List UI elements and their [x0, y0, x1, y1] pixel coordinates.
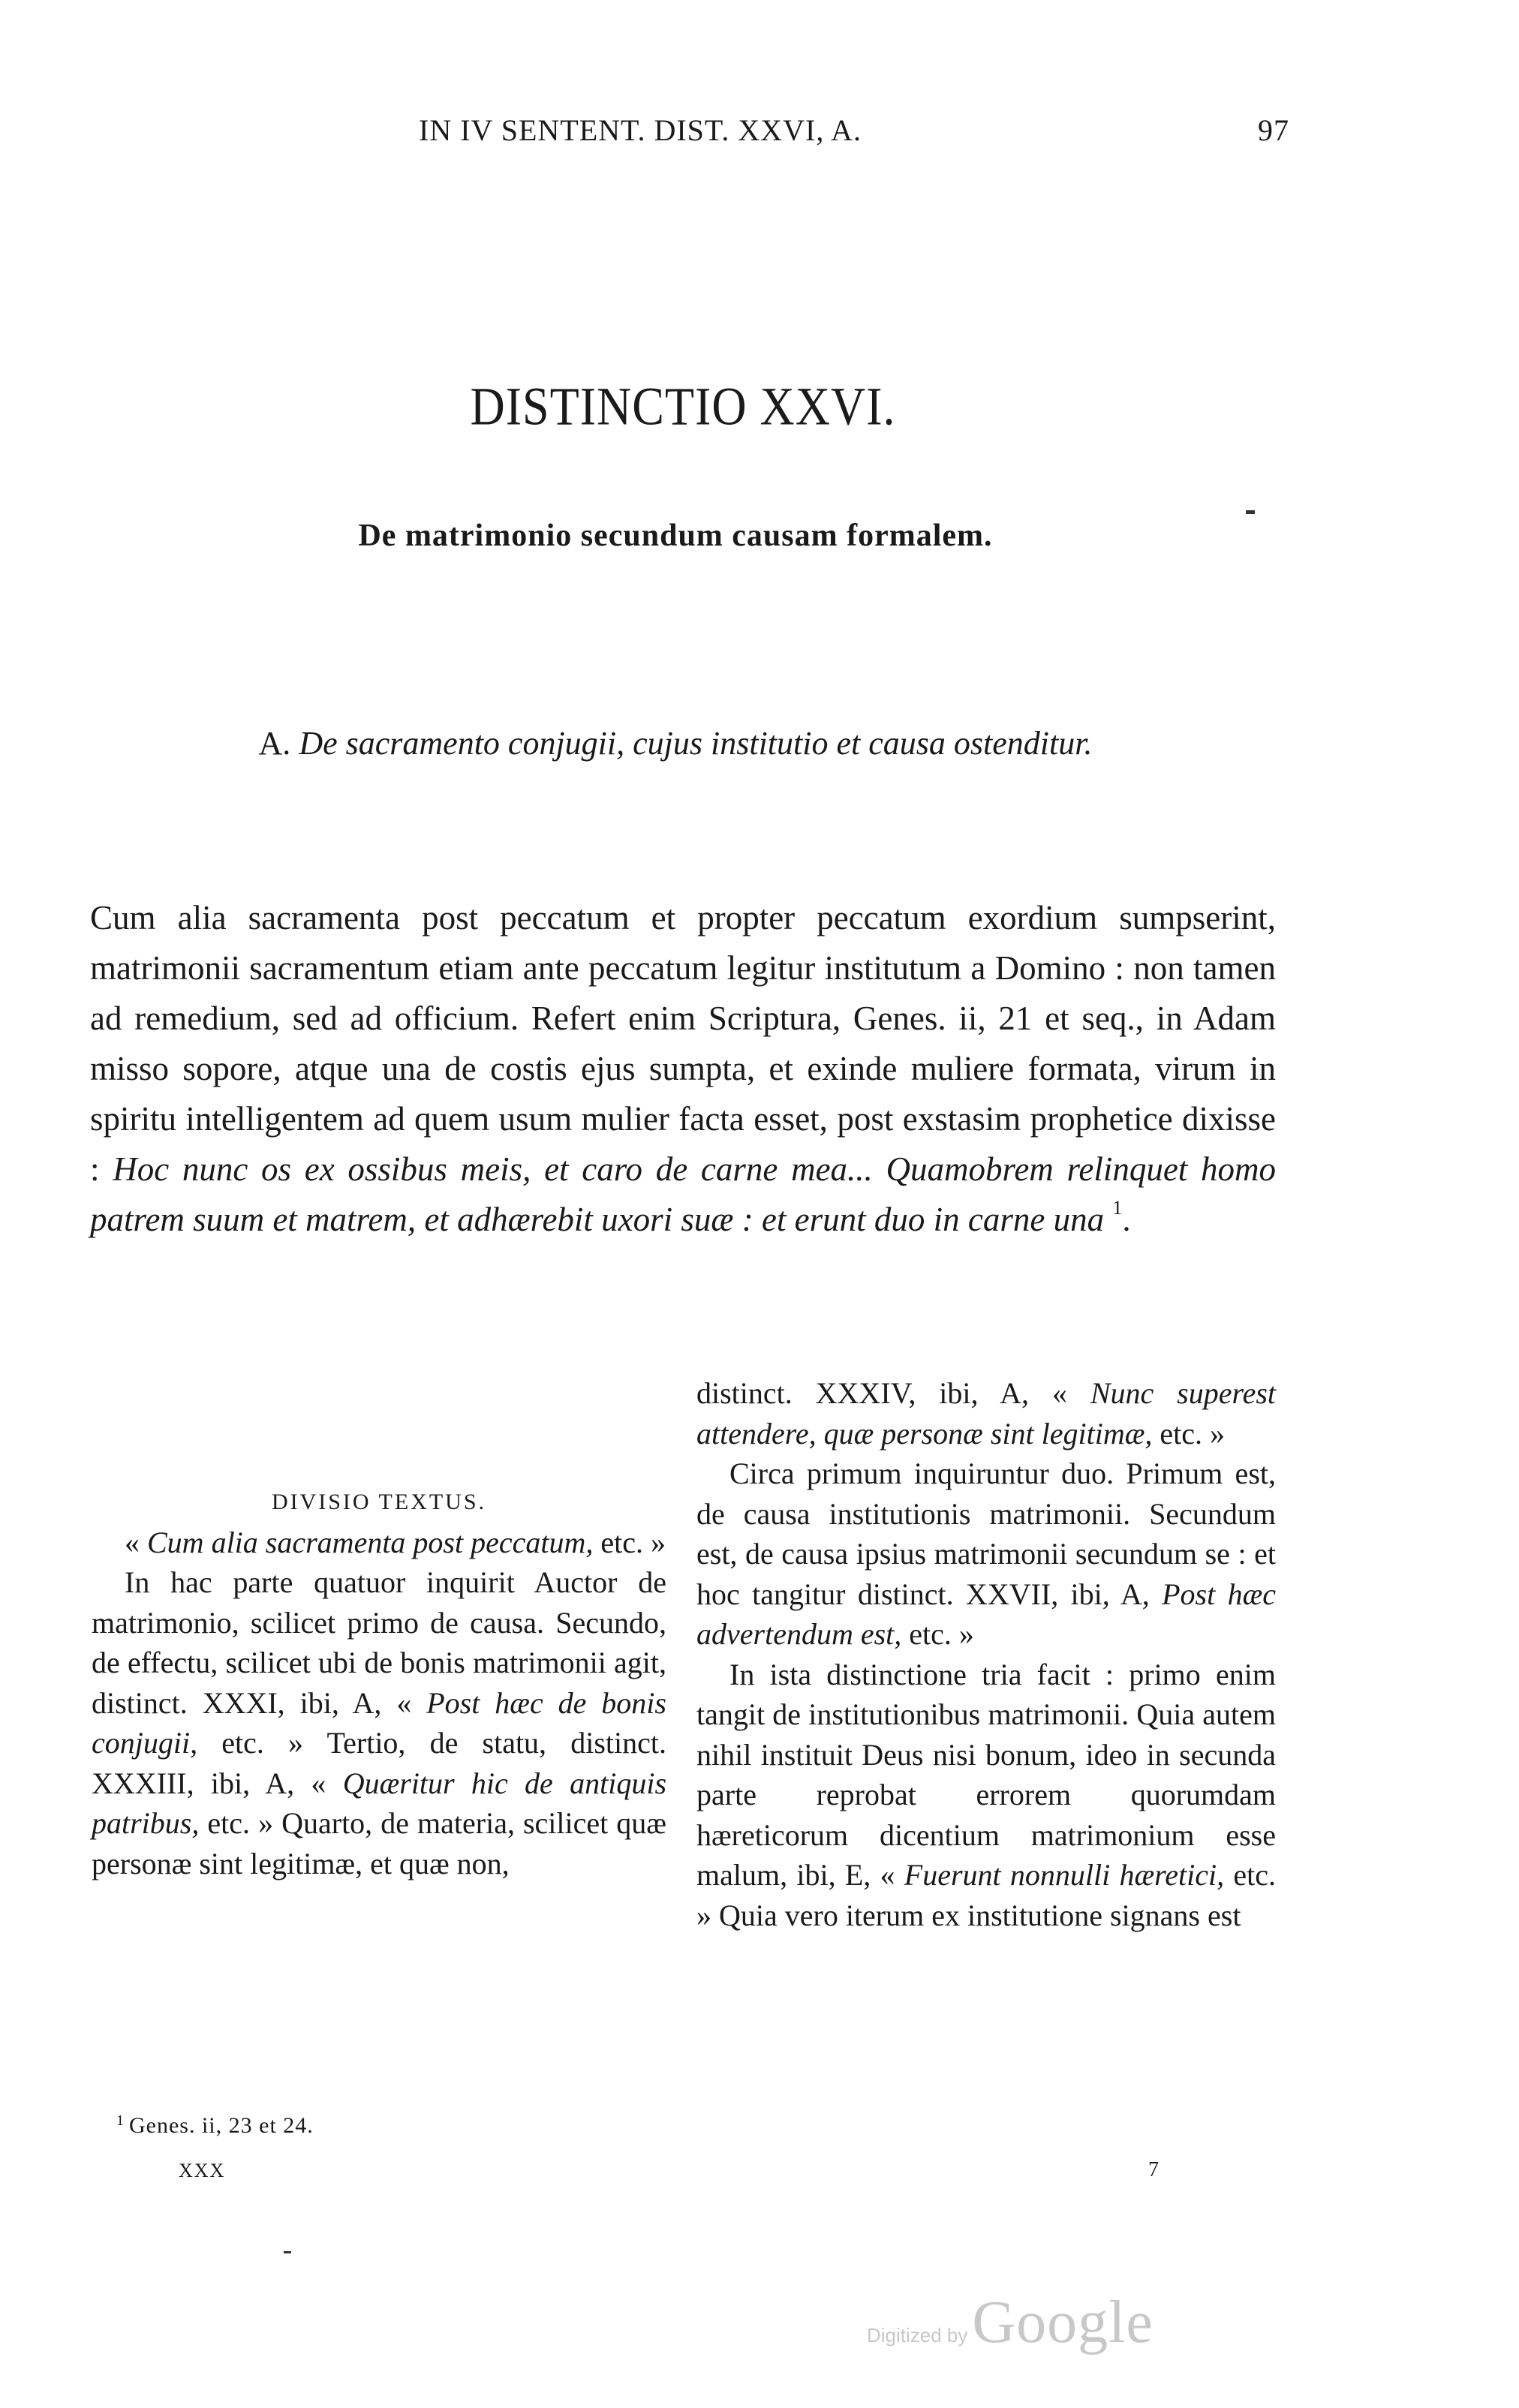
- right-p3-a: In ista distinctione tria facit : primo enim tangit de institutionibus matrimonii. Quia autem nihil instituit Deus nisi bonum, ideo in secunda parte reprobat errorem quorumdam hæreticorum dicentium matrimonium esse malum, ibi, E, «: [696, 1657, 1276, 1892]
- right-p3-b: Fuerunt nonnulli hæretici,: [904, 1858, 1225, 1892]
- right-paragraph-2: [696, 1454, 1276, 1655]
- scan-speck: [284, 2251, 291, 2253]
- page-number: 97: [1258, 113, 1289, 147]
- gathering-number: 7: [1148, 2158, 1159, 2181]
- main-text-plain: Cum alia sacramenta post peccatum et propter peccatum exordium sumpserint, matrimonii sacramentum etiam ante peccatum legitur institutum a Domino : non tamen ad remedium, sed ad officium. Refert enim Scriptura, Genes. ii, 21 et seq., in Adam misso sopore, atque una de costis ejus sumpta, et exinde muliere formata, virum in spiritu intelligentem ad quem usum mulier facta esset, post exstasim prophetice dixisse :: [90, 899, 1276, 1188]
- left-column: [92, 1482, 666, 1883]
- left-paragraph-2: [92, 1562, 666, 1883]
- left-p1-italic: Cum alia sacramenta post peccatum,: [147, 1525, 594, 1559]
- section-letter: A.: [258, 725, 291, 762]
- right-paragraph-3: [696, 1655, 1276, 1936]
- footnote: [116, 2112, 314, 2139]
- right-p1-a: distinct. XXXIV, ibi, A, «: [696, 1376, 1090, 1410]
- left-p2-a: In hac parte quatuor inquirit Auctor de matrimonio, scilicet primo de causa. Secundo, de effectu, scilicet ubi de bonis matrimonii agit, distinct. XXXI, ibi, A, «: [92, 1565, 666, 1720]
- right-p2-b: Post hæc advertendum est,: [696, 1577, 1276, 1651]
- left-p2-e: etc. » Quarto, de materia, scilicet quæ personæ sint legitimæ, et quæ non,: [92, 1806, 666, 1880]
- section-heading-text: De sacramento conjugii, cujus institutio et causa ostenditur.: [299, 725, 1093, 762]
- right-paragraph-1: [696, 1373, 1276, 1454]
- left-p1-close: etc. »: [593, 1525, 666, 1559]
- left-p2-d: Quæritur hic de antiquis patribus,: [92, 1766, 667, 1840]
- right-p1-b: Nunc superest attendere, quæ personæ sint legitimæ,: [696, 1376, 1277, 1451]
- right-column: [696, 1373, 1276, 1935]
- main-text-end: .: [1122, 1201, 1131, 1238]
- footnote-reference: 1: [1112, 1197, 1123, 1219]
- google-logo: Google: [972, 2289, 1154, 2355]
- section-heading: [0, 724, 1351, 762]
- left-p1-open: «: [125, 1525, 147, 1559]
- footnote-marker: 1: [116, 2112, 125, 2129]
- distinction-title: DISTINCTIO XXVI.: [470, 376, 896, 437]
- watermark-prefix: Digitized by: [867, 2324, 968, 2346]
- signature-mark: XXX: [179, 2160, 226, 2181]
- left-p2-b: Post hæc de bonis conjugii,: [92, 1685, 666, 1760]
- divisio-heading: DIVISIO TEXTUS.: [271, 1490, 487, 1514]
- scan-speck: [1246, 510, 1255, 514]
- footnote-text: Genes. ii, 23 et 24.: [129, 2113, 314, 2138]
- main-paragraph: [90, 893, 1276, 1245]
- distinction-subtitle: De matrimonio secundum causam formalem.: [358, 519, 993, 553]
- running-title: IN IV SENTENT. DIST. XXVI, A.: [419, 113, 862, 147]
- right-p3-c: etc. » Quia vero iterum ex institutione signans est: [696, 1858, 1276, 1932]
- right-p2-c: etc. »: [901, 1617, 974, 1651]
- left-paragraph-1: [92, 1523, 666, 1563]
- main-text-italic: Hoc nunc os ex ossibus meis, et caro de carne mea... Quamobrem relinquet homo patrem suum et matrem, et adhærebit uxori suæ : et erunt duo in carne una: [90, 1150, 1276, 1238]
- digitized-watermark: [867, 2289, 1154, 2355]
- right-p1-c: etc. »: [1152, 1416, 1226, 1451]
- left-p2-c: etc. » Tertio, de statu, distinct. XXXIII, ibi, A, «: [92, 1726, 666, 1800]
- right-p2-a: Circa primum inquiruntur duo. Primum est, de causa institutionis matrimonii. Secundum est, de causa ipsius matrimonii secundum se : et hoc tangitur distinct. XXVII, ibi, A,: [696, 1457, 1276, 1611]
